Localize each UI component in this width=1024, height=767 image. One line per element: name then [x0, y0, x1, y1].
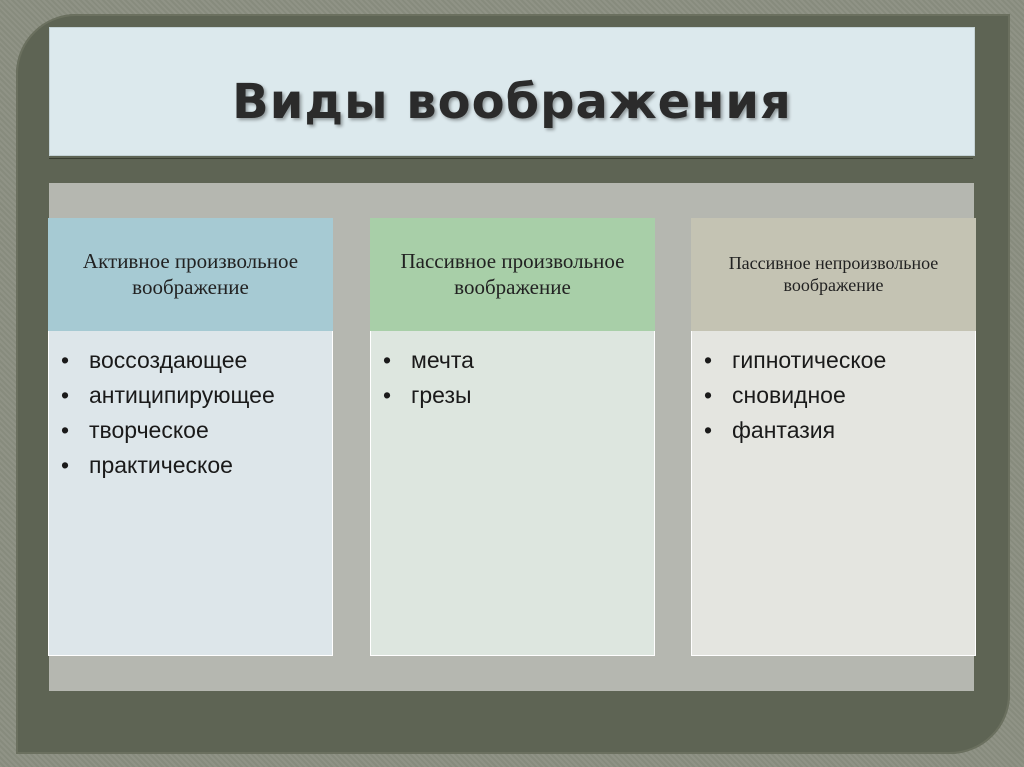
bullet: •: [704, 417, 713, 443]
item-list: [704, 343, 965, 448]
slide-title: Виды воображения: [232, 74, 792, 130]
item-list: [383, 343, 644, 413]
list-item: [61, 378, 322, 413]
bullet: •: [61, 382, 70, 408]
list-item-label: антиципирующее: [89, 382, 275, 408]
column-header: Активное произвольное воображение: [48, 218, 333, 331]
bullet: •: [704, 347, 713, 373]
column-body: [691, 331, 976, 656]
list-item-label: воссоздающее: [89, 347, 248, 373]
bullet: •: [383, 382, 392, 408]
list-item: [704, 413, 965, 448]
list-item-label: фантазия: [732, 417, 836, 443]
column-header: Пассивное произвольное воображение: [370, 218, 655, 331]
list-item-label: сновидное: [732, 382, 846, 408]
list-item: [61, 448, 322, 483]
bullet: •: [61, 417, 70, 443]
column-body: [48, 331, 333, 656]
column-active-voluntary: [48, 218, 333, 656]
bullet: •: [383, 347, 392, 373]
item-list: [61, 343, 322, 483]
list-item: [61, 413, 322, 448]
list-item: [383, 343, 644, 378]
bullet: •: [704, 382, 713, 408]
list-item-label: гипнотическое: [732, 347, 887, 373]
list-item: [383, 378, 644, 413]
list-item-label: грезы: [411, 382, 472, 408]
column-passive-involuntary: [691, 218, 976, 656]
bullet: •: [61, 347, 70, 373]
list-item: [704, 343, 965, 378]
list-item-label: творческое: [89, 417, 209, 443]
column-body: [370, 331, 655, 656]
title-divider: [49, 158, 973, 159]
column-header: Пассивное непроизвольное воображение: [691, 218, 976, 331]
bullet: •: [61, 452, 70, 478]
column-passive-voluntary: [370, 218, 655, 656]
list-item-label: практическое: [89, 452, 233, 478]
list-item-label: мечта: [411, 347, 474, 373]
list-item: [704, 378, 965, 413]
list-item: [61, 343, 322, 378]
